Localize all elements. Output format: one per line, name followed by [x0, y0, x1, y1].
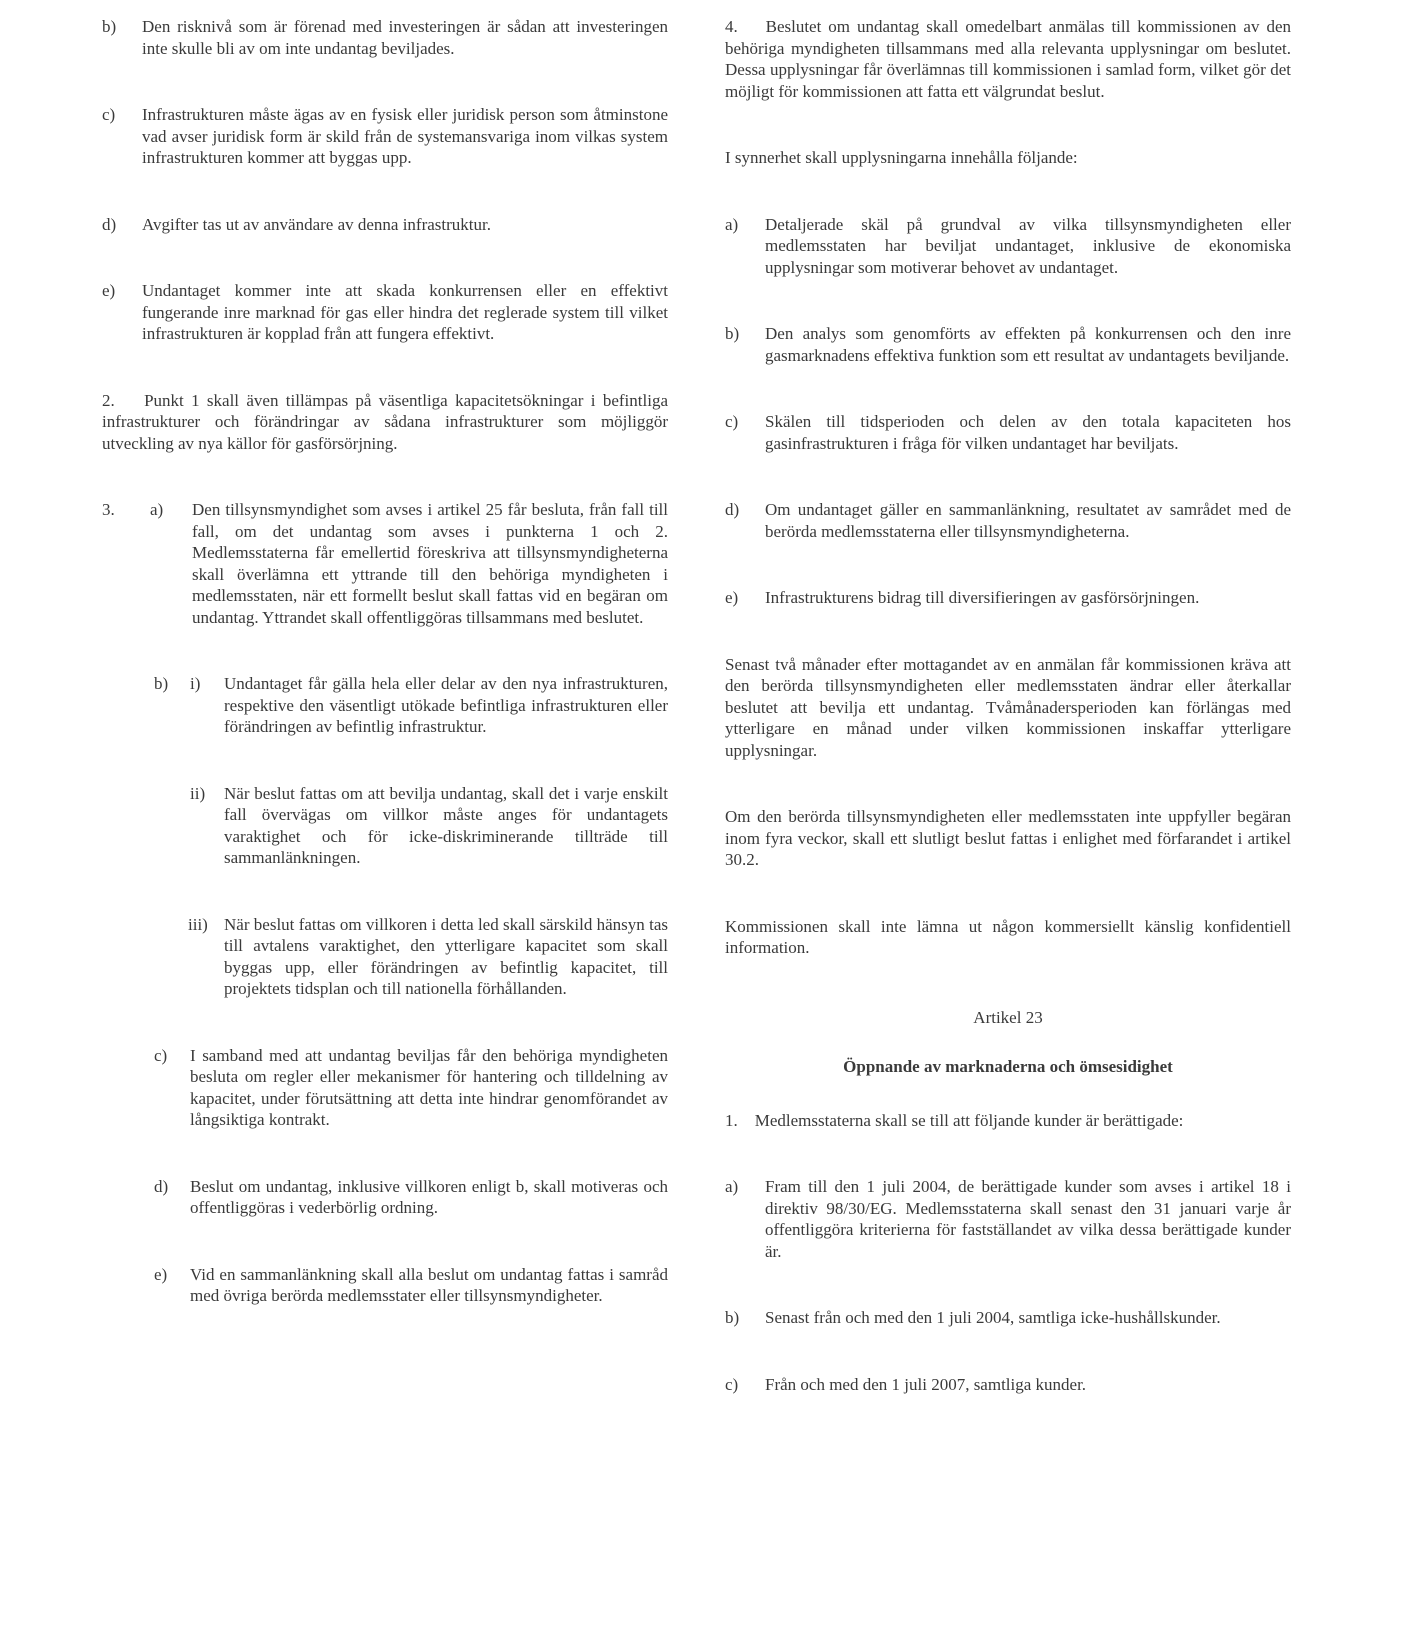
item-label: a)	[725, 1177, 739, 1196]
sub-item-label: ii)	[190, 783, 206, 803]
item-label: b)	[725, 324, 740, 343]
item-label: e)	[725, 588, 739, 607]
list-item	[725, 1176, 1291, 1262]
item-text: Infrastrukturens bidrag till diversifieringen av gasförsörjningen.	[765, 588, 1200, 607]
item-label: c)	[725, 412, 739, 431]
paragraph-3e	[102, 1264, 668, 1307]
item-text: Undantaget får gälla hela eller delar av den nya infrastrukturen, respektive den väsentligt utökade befintliga infrastrukturen eller förändringen av befintlig infrastruktur.	[224, 674, 668, 736]
item-text: Från och med den 1 juli 2007, samtliga kunder.	[765, 1374, 1087, 1394]
paragraph-kommissionen: Kommissionen skall inte lämna ut någon kommersiellt känslig konfidentiell information.	[725, 916, 1291, 957]
list-item	[725, 499, 1291, 542]
item-text: Undantaget kommer inte att skada konkurrensen eller en effektivt fungerande inre marknad för gas eller hindra det reglerade system till vilket infrastrukturen är kopplad från att fungera effektivt.	[142, 281, 668, 343]
item-text: Fram till den 1 juli 2004, de berättigade kunder som avses i artikel 18 i direktiv 98/30/EG. Medlemsstaterna skall senast den 31 januari varje år offentliggöra kriterierna för fastställandet av vilka dessa berättigade kunder är.	[765, 1177, 1291, 1261]
list-item	[102, 280, 668, 345]
paragraph-3b-ii	[102, 783, 668, 869]
paragraph-1: 1. Medlemsstaterna skall se till att följande kunder är berättigade:	[725, 1110, 1184, 1130]
item-label: b)	[154, 674, 169, 693]
item-label: d)	[102, 214, 117, 234]
item-label: c)	[154, 1045, 168, 1065]
paragraph-3b-i	[102, 673, 668, 738]
item-text: Vid en sammanlänkning skall alla beslut om undantag fattas i samråd med övriga berörda medlemsstater eller tillsynsmyndigheter.	[190, 1264, 668, 1305]
paragraph-4: 4. Beslutet om undantag skall omedelbart anmälas till kommissionen av den behöriga myndigheten tillsammans med alla relevanta upplysningar om beslutet. Dessa upplysningar får överlämnas till kommissionen i samlad form, vilket gör det möjligt för kommissionen att fatta ett välgrundat beslut.	[725, 17, 1296, 101]
item-label: c)	[725, 1374, 739, 1394]
item-text: I samband med att undantag beviljas får den behöriga myndigheten besluta om regler eller mekanismer för hantering och tilldelning av kapacitet, under förutsättning att detta inte hindrar genomförandet av långsiktiga kontrakt.	[190, 1045, 668, 1129]
paragraph-intro: I synnerhet skall upplysningarna innehålla följande:	[725, 148, 1078, 167]
item-text: Senast från och med den 1 juli 2004, samtliga icke-hushållskunder.	[765, 1308, 1221, 1327]
list-item	[102, 104, 668, 169]
sub-item-label: i)	[190, 674, 201, 693]
item-label: c)	[102, 105, 116, 124]
item-text: Den risknivå som är förenad med investeringen är sådan att investeringen inte skulle bli av om inte undantag beviljades.	[142, 17, 668, 58]
left-column	[102, 16, 673, 1307]
item-text: Avgifter tas ut av användare av denna infrastruktur.	[142, 214, 491, 234]
item-text: Om undantaget gäller en sammanlänkning, resultatet av samrådet med de berörda medlemsstaterna eller tillsynsmyndigheterna.	[765, 500, 1291, 541]
item-text: Den tillsynsmyndighet som avses i artikel 25 får besluta, från fall till fall, om det undantag som avses i punkterna 1 och 2. Medlemsstaterna får emellertid föreskriva att tillsynsmyndigheterna skall överlämna ett yttrande till den behöriga myndigheten i medlemsstaten, när ett formellt beslut skall fattas vid en begäran om undantag. Yttrandet skall offentliggöras tillsammans med beslutet.	[192, 500, 668, 627]
item-label: b)	[725, 1308, 740, 1327]
item-text: Beslut om undantag, inklusive villkoren enligt b, skall motiveras och offentliggöras i vederbörlig ordning.	[190, 1176, 668, 1217]
item-text: När beslut fattas om att bevilja undantag, skall det i varje enskilt fall övervägas om villkor måste anges för undantagets varaktighet och för icke-diskriminerande tillträde till sammanlänkningen.	[224, 783, 668, 867]
paragraph-3d	[102, 1176, 668, 1219]
paragraph-3a	[102, 499, 668, 628]
item-label: e)	[102, 281, 116, 300]
paragraph-2: 2. Punkt 1 skall även tillämpas på väsentliga kapacitetsökningar i befintliga infrastrukturer och förändringar av sådana infrastrukturer som möjliggör utveckling av nya källor för gasförsörjning.	[102, 390, 673, 453]
list-item	[725, 1307, 1291, 1329]
list-item	[102, 16, 668, 59]
paragraph-3b-iii	[102, 914, 668, 1000]
item-label: a)	[725, 214, 739, 234]
item-label: a)	[150, 500, 164, 519]
item-text: Skälen till tidsperioden och delen av den totala kapaciteten hos gasinfrastrukturen i fråga för vilken undantaget har beviljats.	[765, 412, 1291, 453]
right-column	[725, 16, 1296, 1395]
list-item	[102, 214, 668, 236]
paragraph-3c	[102, 1045, 668, 1131]
article-number: Artikel 23	[973, 1007, 1043, 1027]
item-label: b)	[102, 17, 117, 36]
list-item	[725, 214, 1291, 279]
list-item	[725, 1374, 1291, 1396]
item-text: När beslut fattas om villkoren i detta led skall särskild hänsyn tas till avtalens varaktighet, den ytterligare kapacitet som skall byggas upp, eller förändringen av befintlig kapacitet, till projektets tidsplan och till nationella förhållanden.	[224, 914, 668, 998]
list-item	[725, 323, 1291, 366]
list-item	[725, 411, 1291, 454]
item-text: Den analys som genomförts av effekten på konkurrensen och den inre gasmarknadens effektiva funktion som ett resultat av undantagets beviljande.	[765, 324, 1291, 365]
item-label: d)	[725, 500, 740, 519]
sub-item-label: iii)	[188, 914, 208, 934]
paragraph-senast: Senast två månader efter mottagandet av en anmälan får kommissionen kräva att den berörda tillsynsmyndigheten eller medlemsstaten ändrar eller återkallar beslutet att bevilja ett undantag. Tvåmånadersperioden kan förlängas med ytterligare en månad under vilken kommissionen inskaffar ytterligare upplysningar.	[725, 654, 1291, 760]
list-item	[725, 587, 1291, 609]
item-label: d)	[154, 1176, 169, 1196]
item-text: Detaljerade skäl på grundval av vilka tillsynsmyndigheten eller medlemsstaten har beviljat undantaget, inklusive de ekonomiska upplysningar som motiverar behovet av undantaget.	[765, 214, 1291, 277]
article-title: Öppnande av marknaderna och ömsesidighet	[843, 1057, 1173, 1076]
item-text: Infrastrukturen måste ägas av en fysisk eller juridisk person som åtminstone vad avser juridisk form är skild från de systemansvariga inom vilkas system infrastrukturen kommer att byggas upp.	[142, 105, 668, 167]
paragraph-om: Om den berörda tillsynsmyndigheten eller medlemsstaten inte uppfyller begäran inom fyra veckor, skall ett slutligt beslut fattas i enlighet med förfarandet i artikel 30.2.	[725, 807, 1291, 869]
item-label: e)	[154, 1264, 168, 1284]
paragraph-number: 3.	[102, 500, 115, 519]
